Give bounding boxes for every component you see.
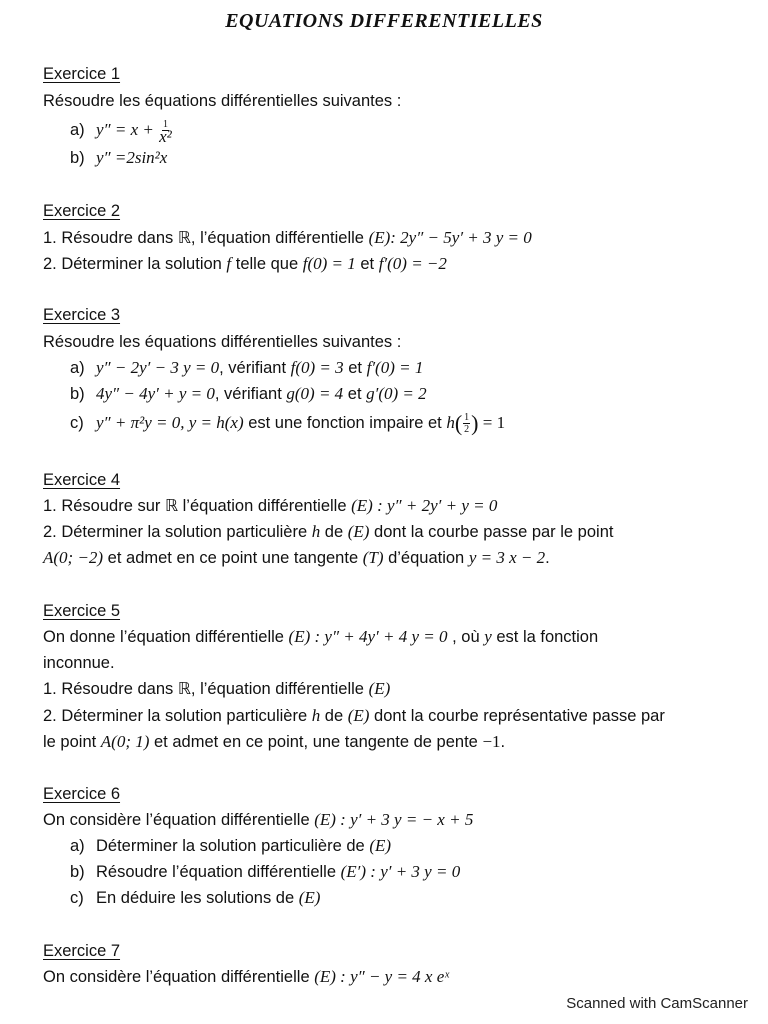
exercise-6-b: b) Résoudre l’équation différentielle (E′) : y′ + 3 y = 0 bbox=[70, 862, 461, 881]
exercise-5-heading: Exercice 5 bbox=[43, 602, 121, 620]
exercise-2-line-2: 2. Déterminer la solution f telle que f(0) = 1 et f′(0) = −2 bbox=[43, 254, 447, 273]
exercise-3-intro: Résoudre les équations différentielles suivantes : bbox=[43, 333, 402, 351]
exercise-4-line-1: 1. Résoudre sur ℝ l’équation différentielle (E) : y″ + 2y′ + y = 0 bbox=[43, 496, 498, 515]
exercise-3-b: b) 4y″ − 4y′ + y = 0, vérifiant g(0) = 4 et g′(0) = 2 bbox=[70, 384, 427, 403]
exercise-6-line-1: On considère l’équation différentielle (E) : y′ + 3 y = − x + 5 bbox=[43, 810, 474, 829]
exercise-3-heading: Exercice 3 bbox=[43, 306, 121, 324]
exercise-1-heading: Exercice 1 bbox=[43, 65, 121, 83]
exercise-6-a: a) Déterminer la solution particulière de (E) bbox=[70, 836, 392, 855]
exercise-1-b: b) y″ =2sin²x bbox=[70, 148, 168, 167]
exercise-1-a: a) y″ = x + $\frac{1}{\text{x²}}$ bbox=[70, 119, 172, 146]
scanner-watermark: Scanned with CamScanner bbox=[566, 995, 748, 1012]
exercise-3-c: c) y″ + π²y = 0, y = h(x) est une fonction impaire et h( $\frac{1}{2}$ ) = 1 bbox=[70, 410, 506, 436]
document-title: EQUATIONS DIFFERENTIELLES bbox=[225, 10, 543, 32]
exercise-4-line-2: 2. Déterminer la solution particulière h de (E) dont la courbe passe par le point bbox=[43, 522, 614, 541]
exercise-5-line-1: On donne l’équation différentielle (E) : y″ + 4y′ + 4 y = 0 , où y est la fonction bbox=[43, 627, 599, 646]
exercise-2-line-1: 1. Résoudre dans ℝ, l’équation différentielle (E): 2y″ − 5y′ + 3 y = 0 bbox=[43, 228, 532, 247]
exercise-5-line-4: 2. Déterminer la solution particulière h de (E) dont la courbe représentative passe par bbox=[43, 706, 665, 725]
exercise-6-c: c) En déduire les solutions de (E) bbox=[70, 888, 321, 907]
exercise-5-line-2: inconnue. bbox=[43, 654, 115, 672]
exercise-4-heading: Exercice 4 bbox=[43, 471, 121, 489]
exercise-7-heading: Exercice 7 bbox=[43, 942, 121, 960]
exercise-5-line-3: 1. Résoudre dans ℝ, l’équation différentielle (E) bbox=[43, 679, 391, 698]
exercise-3-a: a) y″ − 2y′ − 3 y = 0, vérifiant f(0) = 3 et f′(0) = 1 bbox=[70, 358, 424, 377]
exercise-2-heading: Exercice 2 bbox=[43, 202, 121, 220]
exercise-6-heading: Exercice 6 bbox=[43, 785, 121, 803]
exercise-5-line-5: le point A(0; 1) et admet en ce point, une tangente de pente −1. bbox=[43, 732, 506, 751]
exercise-1-intro: Résoudre les équations différentielles suivantes : bbox=[43, 92, 402, 110]
exercise-4-line-3: A(0; −2) et admet en ce point une tangente (T) d’équation y = 3 x − 2. bbox=[43, 548, 550, 567]
exercise-7-line-1: On considère l’équation différentielle (E) : y″ − y = 4 x eˣ bbox=[43, 967, 450, 986]
